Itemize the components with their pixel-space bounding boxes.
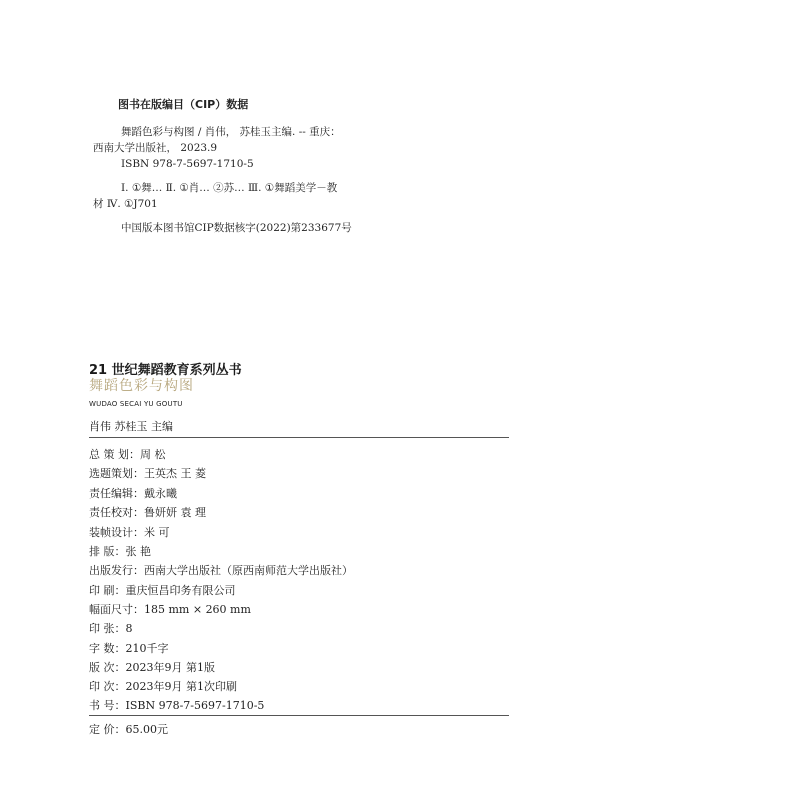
book-title: 舞蹈色彩与构图 xyxy=(89,378,194,394)
info-row-chief-planner: 总 策 划：周 松 xyxy=(89,448,166,461)
info-row-designer: 装帧设计：米 可 xyxy=(89,526,170,539)
info-row-printer: 印 刷：重庆恒昌印务有限公司 xyxy=(89,584,236,597)
info-row-edition: 版 次：2023年9月 第1版 xyxy=(89,661,215,674)
book-authors: 肖伟 苏桂玉 主编 xyxy=(89,420,173,433)
info-row-isbn: 书 号：ISBN 978-7-5697-1710-5 xyxy=(89,699,265,712)
info-row-word-count: 字 数：210千字 xyxy=(89,642,169,655)
cip-line-isbn: ISBN 978-7-5697-1710-5 xyxy=(121,158,254,170)
cip-line-classification-cont: 材 Ⅳ. ①J701 xyxy=(93,198,158,210)
info-row-printing: 印 次：2023年9月 第1次印刷 xyxy=(89,680,237,693)
cip-line-publisher: 西南大学出版社， 2023.9 xyxy=(93,142,218,154)
info-row-publisher: 出版发行：西南大学出版社（原西南师范大学出版社） xyxy=(89,564,353,577)
info-row-price: 定 价：65.00元 xyxy=(89,723,168,736)
cip-line-record-number: 中国版本图书馆CIP数据核字(2022)第233677号 xyxy=(121,222,352,234)
info-row-typesetting: 排 版：张 艳 xyxy=(89,545,151,558)
cip-heading: 图书在版编目（CIP）数据 xyxy=(118,98,249,111)
info-row-topic-planner: 选题策划：王英杰 王 菱 xyxy=(89,467,206,480)
divider-bottom xyxy=(89,715,509,716)
info-row-editor: 责任编辑：戴永曦 xyxy=(89,487,177,500)
info-row-proofreader: 责任校对：鲁妍妍 袁 理 xyxy=(89,506,206,519)
cip-line-title: 舞蹈色彩与构图 / 肖伟， 苏桂玉主编. -- 重庆： xyxy=(121,126,341,138)
info-row-sheets: 印 张：8 xyxy=(89,622,133,635)
book-title-pinyin: WUDAO SECAI YU GOUTU xyxy=(89,400,183,408)
divider-top xyxy=(89,437,509,438)
info-row-format: 幅面尺寸：185 mm × 260 mm xyxy=(89,603,251,616)
cip-line-classification: Ⅰ. ①舞… Ⅱ. ①肖… ②苏… Ⅲ. ①舞蹈美学－教 xyxy=(121,182,338,194)
series-title: 21 世纪舞蹈教育系列丛书 xyxy=(89,363,242,378)
